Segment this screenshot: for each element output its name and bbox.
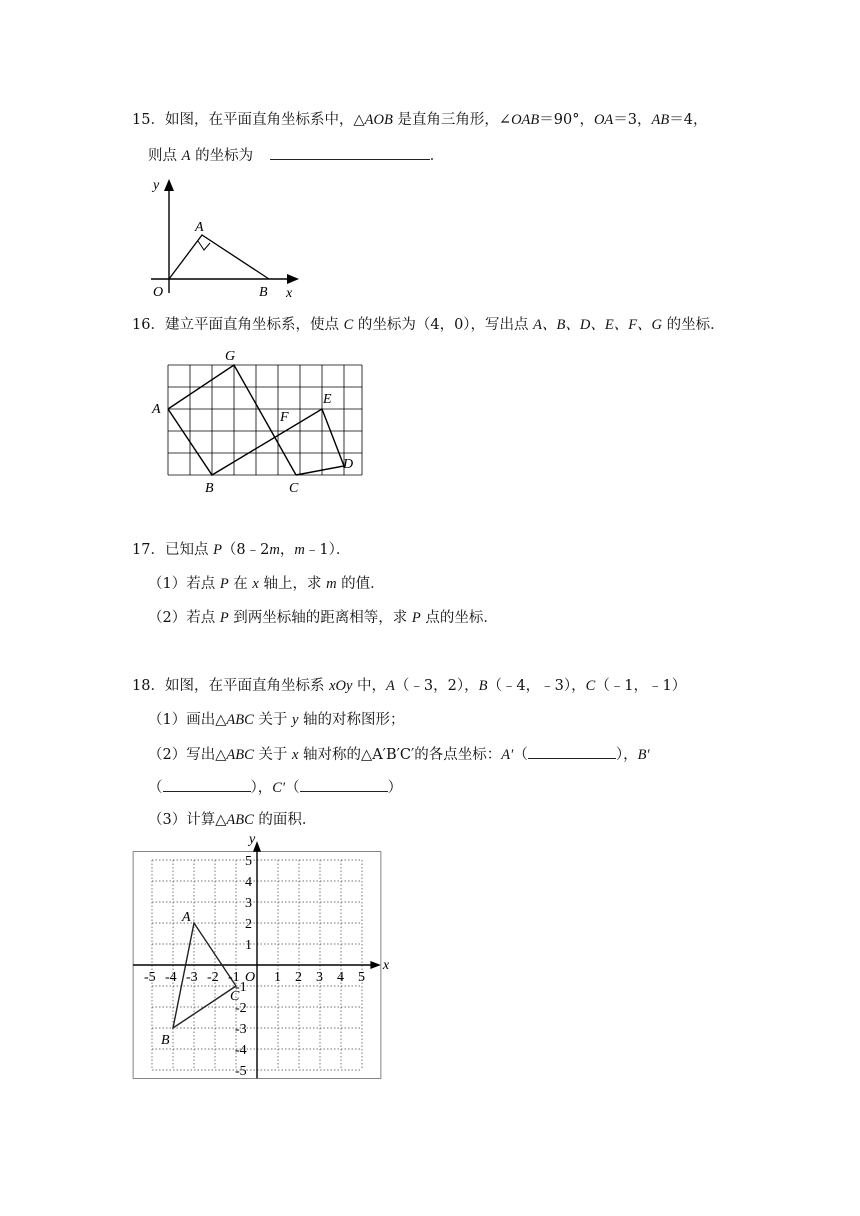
q18-triangle bbox=[173, 923, 236, 1028]
q16-line-1: 16．建立平面直角坐标系，使点 C 的坐标为（4，0），写出点 A、B、D、E、F、G 的坐标． bbox=[132, 317, 725, 333]
q16-number: 16． bbox=[132, 317, 165, 333]
q15-label-x: x bbox=[286, 286, 293, 301]
y-tick-label: -1 bbox=[235, 980, 247, 995]
q15-answer-blank[interactable] bbox=[270, 145, 430, 160]
q16-label-e: E bbox=[323, 392, 332, 407]
q17-part-2: （2）若点 P 到两坐标轴的距离相等，求 P 点的坐标． bbox=[148, 610, 498, 626]
y-tick-label: -5 bbox=[235, 1064, 247, 1079]
q18-labels bbox=[144, 832, 390, 1079]
x-tick-label: -5 bbox=[144, 970, 156, 985]
q16-label-g: G bbox=[225, 349, 236, 364]
triangle-abc bbox=[173, 923, 236, 1028]
x-tick-label: 5 bbox=[358, 970, 365, 985]
q17-part-1: （1）若点 P 在 x 轴上，求 m 的值． bbox=[148, 576, 385, 592]
q16-label-c: C bbox=[289, 481, 299, 496]
x-tick-label: 1 bbox=[274, 970, 281, 985]
q16-label-b: B bbox=[205, 481, 214, 496]
q18-c-prime-blank[interactable] bbox=[300, 777, 388, 792]
y-tick-label: 5 bbox=[245, 854, 252, 869]
y-tick-label: 2 bbox=[245, 917, 252, 932]
y-tick-label: -4 bbox=[235, 1043, 247, 1058]
label-c: C bbox=[230, 989, 240, 1004]
q17-number: 17． bbox=[132, 542, 165, 558]
y-tick-label: -3 bbox=[235, 1022, 247, 1037]
q15-line-2: 则点 A 的坐标为 ． bbox=[148, 145, 444, 166]
x-tick-label: -3 bbox=[186, 970, 198, 985]
q16-label-f: F bbox=[280, 410, 289, 425]
origin-label: O bbox=[245, 970, 256, 985]
x-axis-arrow bbox=[370, 961, 381, 969]
q18-line-1: 18．如图，在平面直角坐标系 xOy 中，A（﹣3，2），B（﹣4，﹣3），C（﹣1，﹣1） bbox=[132, 678, 687, 694]
q18-part-2: （2）写出△ABC 关于 x 轴对称的△A′B′C′的各点坐标：A′（ ），B′ bbox=[148, 744, 650, 765]
y-tick-label: -2 bbox=[235, 1001, 247, 1016]
q18-part-2-cont: （ ），C′（ ） bbox=[148, 777, 402, 798]
q18-part-1: （1）画出△ABC 关于 y 轴的对称图形； bbox=[148, 712, 405, 728]
q16-label-d: D bbox=[343, 457, 354, 472]
q18-part-3: （3）计算△ABC 的面积． bbox=[148, 812, 317, 828]
q18-b-prime-blank[interactable] bbox=[163, 777, 251, 792]
q16-figure bbox=[150, 345, 380, 495]
q15-label-a: A bbox=[195, 220, 204, 235]
x-tick-label: -1 bbox=[228, 970, 240, 985]
q18-a-prime-blank[interactable] bbox=[528, 744, 616, 759]
y-tick-label: 3 bbox=[245, 896, 252, 911]
q18-axes bbox=[133, 841, 381, 1078]
q17-line-1: 17．已知点 P（8﹣2m，m﹣1）． bbox=[132, 542, 351, 558]
x-tick-label: 3 bbox=[316, 970, 323, 985]
q15-label-o: O bbox=[153, 285, 164, 300]
q16-label-a: A bbox=[152, 402, 161, 417]
q15-figure bbox=[145, 175, 315, 300]
y-tick-label: 1 bbox=[245, 938, 252, 953]
q18-figure bbox=[140, 832, 390, 1079]
x-axis-label: x bbox=[382, 958, 390, 973]
y-axis-label: y bbox=[249, 832, 256, 848]
x-tick-label: -2 bbox=[207, 970, 219, 985]
x-tick-label: -4 bbox=[165, 970, 177, 985]
q15-label-b: B bbox=[259, 285, 268, 300]
x-tick-label: 2 bbox=[295, 970, 302, 985]
label-b: B bbox=[161, 1033, 170, 1048]
q15-line-1: 15．如图，在平面直角坐标系中，△AOB 是直角三角形，∠OAB＝90°，OA＝3，AB＝4， bbox=[132, 112, 708, 128]
y-tick-label: 4 bbox=[245, 875, 252, 890]
label-a: A bbox=[182, 910, 191, 925]
q18-number: 18． bbox=[132, 678, 165, 694]
x-tick-label: 4 bbox=[337, 970, 344, 985]
q15-number: 15． bbox=[132, 112, 165, 128]
q15-label-y: y bbox=[153, 178, 160, 193]
